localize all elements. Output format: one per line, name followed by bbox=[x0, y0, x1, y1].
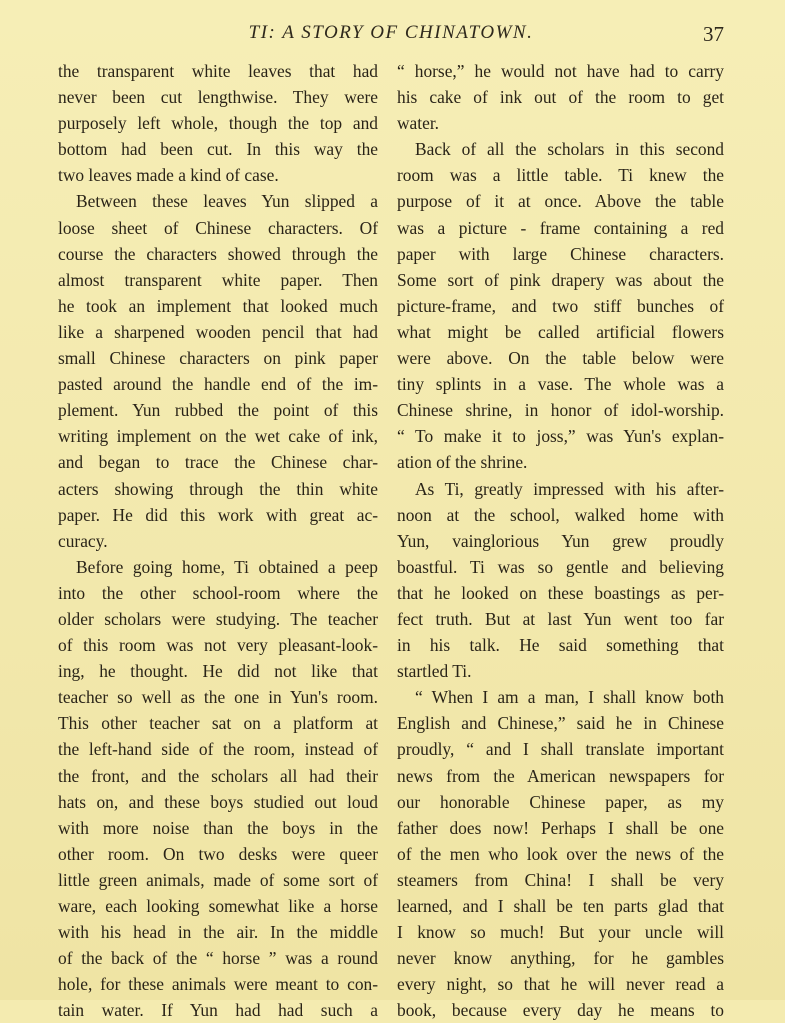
text-line: acters showing through the thin white bbox=[58, 478, 378, 499]
page-header bbox=[58, 22, 724, 52]
text-line: of the men who look over the news of the bbox=[397, 843, 724, 864]
text-line: hats on, and these boys studied out loud bbox=[58, 791, 378, 812]
text-line: purpose of it at once. Above the table bbox=[397, 191, 724, 212]
text-line: Yun, vainglorious Yun grew proudly bbox=[397, 530, 724, 551]
text-line: Some sort of pink drapery was about the bbox=[397, 269, 724, 290]
text-line: never been cut lengthwise. They were bbox=[58, 87, 378, 108]
text-line: into the other school-room where the bbox=[58, 582, 378, 603]
text-line: what might be called artificial flowers bbox=[397, 321, 724, 342]
text-line: other room. On two desks were queer bbox=[58, 843, 378, 864]
text-line: his cake of ink out of the room to get bbox=[397, 87, 724, 108]
text-line: of the back of the “ horse ” was a round bbox=[58, 948, 378, 969]
text-line: startled Ti. bbox=[397, 661, 472, 682]
text-line: I know so much! But your uncle will bbox=[397, 922, 724, 943]
running-title: TI: A STORY OF CHINATOWN. bbox=[248, 22, 534, 43]
text-line: news from the American newspapers for bbox=[397, 765, 724, 786]
text-line: curacy. bbox=[58, 530, 108, 551]
text-line: little green animals, made of some sort of bbox=[58, 869, 378, 890]
text-line: tain water. If Yun had had such a bbox=[58, 1000, 378, 1021]
text-line: writing implement on the wet cake of ink, bbox=[58, 426, 378, 447]
text-line: purposely left whole, though the top and bbox=[58, 113, 378, 134]
text-line: loose sheet of Chinese characters. Of bbox=[58, 217, 378, 238]
text-line: were above. On the table below were bbox=[397, 348, 724, 369]
text-line: Before going home, Ti obtained a peep bbox=[76, 556, 378, 577]
text-line: pasted around the handle end of the im- bbox=[58, 374, 378, 395]
text-line: fect truth. But at last Yun went too far bbox=[397, 608, 724, 629]
text-line: room was a little table. Ti knew the bbox=[397, 165, 724, 186]
text-line: two leaves made a kind of case. bbox=[58, 165, 279, 186]
text-line: older scholars were studying. The teacher bbox=[58, 608, 378, 629]
text-line: “ horse,” he would not have had to carry bbox=[397, 61, 724, 81]
text-line: “ When I am a man, I shall know both bbox=[415, 687, 724, 708]
text-line: noon at the school, walked home with bbox=[397, 504, 724, 525]
text-line: hole, for these animals were meant to con- bbox=[58, 974, 378, 995]
text-line: Between these leaves Yun slipped a bbox=[76, 191, 378, 212]
text-line: Chinese shrine, in honor of idol-worship. bbox=[397, 400, 724, 421]
text-line: learned, and I shall be ten parts glad that bbox=[397, 896, 724, 916]
text-line: every night, so that he will never read a bbox=[397, 974, 724, 995]
text-line: This other teacher sat on a platform at bbox=[58, 713, 378, 734]
text-line: the left-hand side of the room, instead of bbox=[58, 739, 378, 760]
text-line: the front, and the scholars all had their bbox=[58, 765, 378, 786]
text-line: he took an implement that looked much bbox=[58, 295, 378, 316]
text-line: of this room was not very pleasant-look- bbox=[58, 635, 378, 656]
text-line: our honorable Chinese paper, as my bbox=[397, 791, 724, 812]
text-line: father does now! Perhaps I shall be one bbox=[397, 817, 724, 838]
text-line: almost transparent white paper. Then bbox=[58, 269, 378, 290]
text-line: that he looked on these boastings as per- bbox=[397, 582, 724, 603]
text-line: bottom had been cut. In this way the bbox=[58, 139, 378, 160]
text-line: with more noise than the boys in the bbox=[58, 817, 378, 838]
text-line: with his head in the air. In the middle bbox=[58, 922, 378, 943]
text-line: English and Chinese,” said he in Chinese bbox=[397, 713, 724, 734]
text-line: book, because every day he means to bbox=[397, 1000, 724, 1021]
text-line: the transparent white leaves that had bbox=[58, 61, 378, 81]
text-line: course the characters showed through the bbox=[58, 243, 378, 264]
text-line: boastful. Ti was so gentle and believing bbox=[397, 556, 724, 577]
text-line: like a sharpened wooden pencil that had bbox=[58, 321, 378, 342]
text-line: paper with large Chinese characters. bbox=[397, 243, 724, 264]
right-text-column bbox=[397, 58, 724, 1023]
left-text-column bbox=[58, 58, 378, 1023]
text-line: ing, he thought. He did not like that bbox=[58, 661, 378, 682]
text-line: picture-frame, and two stiff bunches of bbox=[397, 295, 724, 316]
page-number: 37 bbox=[703, 22, 724, 46]
text-line: paper. He did this work with great ac- bbox=[58, 504, 378, 525]
text-line: As Ti, greatly impressed with his after- bbox=[415, 478, 724, 499]
text-line: never know anything, for he gambles bbox=[397, 948, 724, 969]
text-line: water. bbox=[397, 113, 440, 134]
text-line: teacher so well as the one in Yun's room. bbox=[58, 687, 378, 708]
text-line: tiny splints in a vase. The whole was a bbox=[397, 374, 724, 395]
text-line: and began to trace the Chinese char- bbox=[58, 452, 378, 473]
text-line: “ To make it to joss,” was Yun's explan- bbox=[397, 426, 724, 447]
text-line: ation of the shrine. bbox=[397, 452, 528, 473]
text-line: steamers from China! I shall be very bbox=[397, 869, 724, 890]
text-line: ware, each looking somewhat like a horse bbox=[58, 896, 378, 916]
text-line: was a picture - frame containing a red bbox=[397, 217, 724, 238]
text-line: Back of all the scholars in this second bbox=[415, 139, 724, 160]
text-line: small Chinese characters on pink paper bbox=[58, 348, 378, 369]
text-line: in his talk. He said something that bbox=[397, 635, 724, 656]
text-line: plement. Yun rubbed the point of this bbox=[58, 400, 378, 421]
text-line: proudly, “ and I shall translate important bbox=[397, 739, 724, 760]
